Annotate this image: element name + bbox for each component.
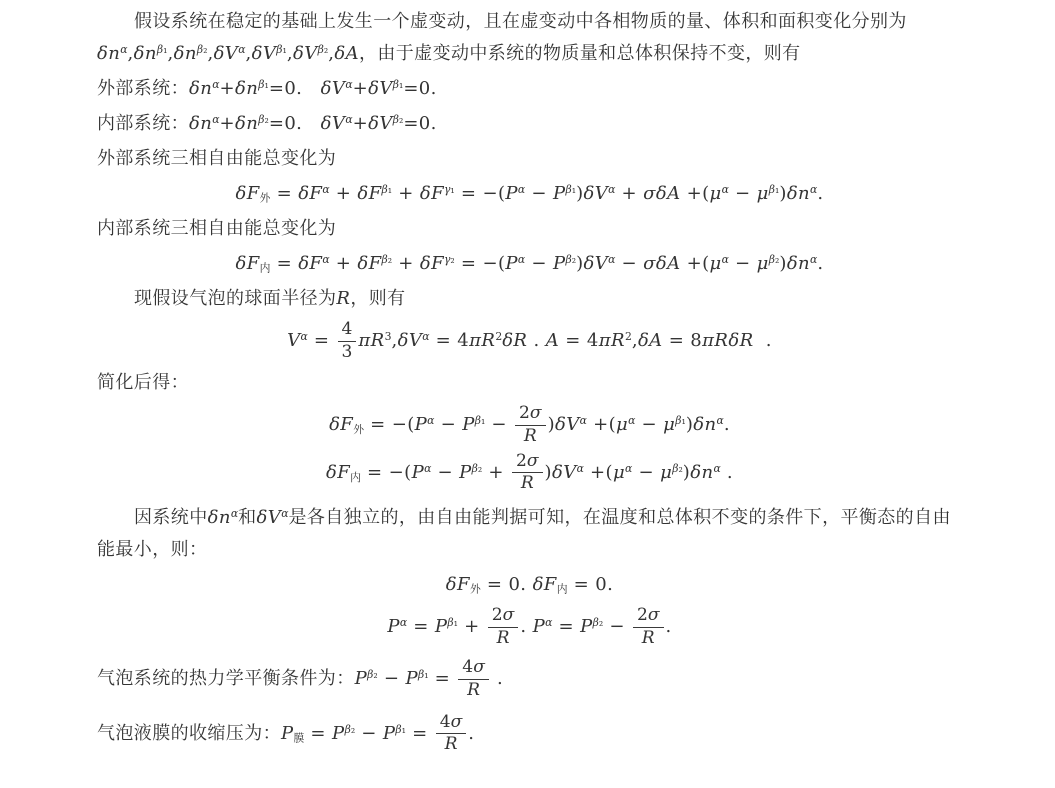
independence-paragraph: 因系统中$\delta n^\alpha$和$\delta V^\alpha$是各自独立的，由自由能判据可知，在温度和总体积不变的条件下，平衡态的自由能最小，则： xyxy=(97,506,951,560)
external-system-constraints: 外部系统：$\delta n^\alpha+\delta n^{\beta_1}=0$. $\delta V^\alpha+\delta V^{\beta_1}=0$. xyxy=(97,78,437,99)
external-free-energy-label: 外部系统三相自由能总变化为 xyxy=(97,148,337,169)
contraction-pressure-label: 气泡液膜的收缩压为： xyxy=(97,722,281,744)
equilibrium-condition-label: 气泡系统的热力学平衡条件为： xyxy=(97,668,355,690)
equation-zero-variation: $\delta F_外 = 0$. $\delta F_内 = 0$. xyxy=(445,573,614,596)
contraction-pressure-line xyxy=(97,713,962,755)
equilibrium-condition-line xyxy=(97,658,962,700)
equation-contraction-pressure: $P_膜 = P^{\beta_2} - P^{\beta_1}$ = $\frac{4\sigma}{R}$ . xyxy=(281,711,475,755)
equation-pressure-balance: $P^\alpha = P^{\beta_1}$ + $\frac{2\sigma}{R}$ . $P^\alpha = P^{\beta_2}$ − $\frac{2\sigma}{R}$ . xyxy=(387,604,672,648)
equation-free-energy-internal: $\delta F_内 = \delta F^\alpha + \delta F^{\beta_2} + \delta F^{\gamma_2} = -(P^\alpha - P^{\beta_2})\delta V^\alpha - \sigma\delta A +(\mu^\alpha - \mu^{\beta_2})\delta n^\alpha$. xyxy=(235,253,824,275)
intro-paragraph: 假设系统在稳定的基础上发生一个虚变动，且在虚变动中各相物质的量、体积和面积变化分别为$\delta n^\alpha,\delta n^{\beta_1},\delta n^{\beta_2},\delta V^\alpha,\delta V^{\beta_1},\delta V^{\beta_2},\delta A$，由于虚变动中系统的物质量和总体积保持不变，则有 xyxy=(97,11,907,64)
simplified-label: 简化后得： xyxy=(97,372,189,394)
equation-sphere-geometry: $V^\alpha$ = $\frac{4}{3}$ $\pi R^3,\delta V^\alpha = 4\pi R^2\delta R$ . $A = 4\pi R^2,\delta A = 8\pi R\delta R$ . xyxy=(287,319,772,362)
internal-system-constraints: 内部系统：$\delta n^\alpha+\delta n^{\beta_2}=0$. $\delta V^\alpha+\delta V^{\beta_2}=0$. xyxy=(97,113,437,134)
equation-simplified-internal: $\delta F_内 = -(P^\alpha - P^{\beta_2}$ + $\frac{2\sigma}{R}$ )$\delta V^\alpha +(\mu^\alpha - \mu^{\beta_2})\delta n^\alpha$ . xyxy=(326,450,733,494)
radius-assumption-paragraph: 现假设气泡的球面半径为R，则有 xyxy=(134,288,406,309)
equation-free-energy-external: $\delta F_外 = \delta F^\alpha + \delta F^{\beta_1} + \delta F^{\gamma_1} = -(P^\alpha - P^{\beta_1})\delta V^\alpha + \sigma\delta A +(\mu^\alpha - \mu^{\beta_1})\delta n^\alpha$. xyxy=(235,183,824,205)
internal-free-energy-label: 内部系统三相自由能总变化为 xyxy=(97,218,337,239)
equation-equilibrium-condition: $P^{\beta_2} - P^{\beta_1}$ = $\frac{4\sigma}{R}$ . xyxy=(354,657,504,700)
equation-simplified-external: $\delta F_外 = -(P^\alpha - P^{\beta_1}$ − $\frac{2\sigma}{R}$ )$\delta V^\alpha +(\mu^\alpha - \mu^{\beta_1})\delta n^\alpha$. xyxy=(329,403,730,446)
